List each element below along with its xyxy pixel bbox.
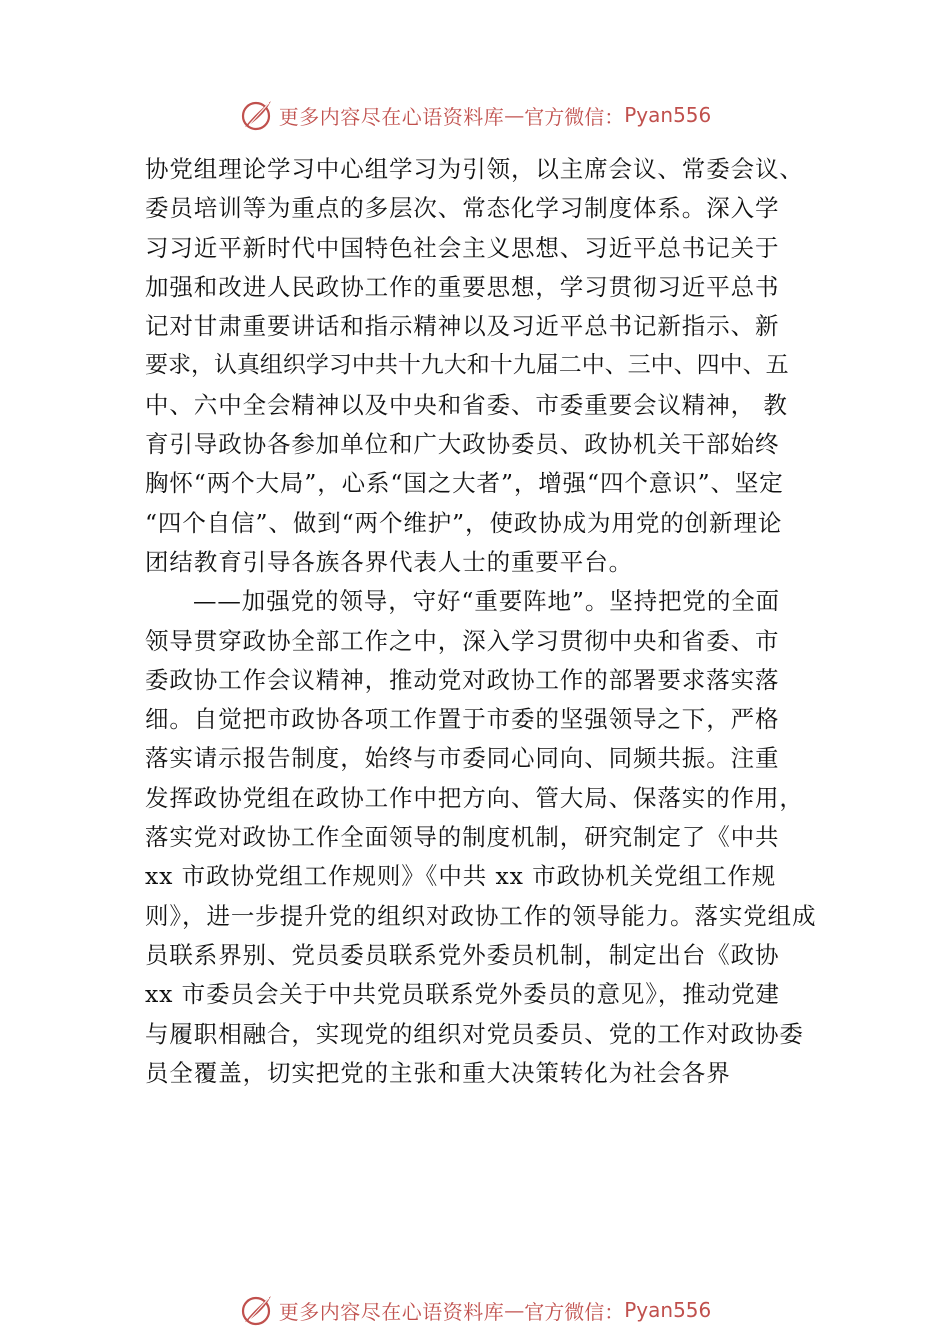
banner-text: 更多内容尽在心语资料库 (278, 1299, 505, 1324)
body-line: 落实党对政协工作全面领导的制度机制，研究制定了《中共 (145, 823, 780, 852)
body-line: 委员培训等为重点的多层次、常态化学习制度体系。深入学 (145, 194, 780, 223)
body-line: xx 市政协党组工作规则》《中共 xx 市政协机关党组工作规 (145, 862, 777, 891)
body-line: xx 市委员会关于中共党员联系党外委员的意见》，推动党建 (145, 980, 780, 1009)
banner-separator: — (504, 1298, 525, 1322)
body-line: 协党组理论学习中心组学习为引领，以主席会议、常委会议、 (145, 155, 804, 183)
feather-seal-icon (239, 1292, 275, 1328)
body-line: 要求，认真组织学习中共十九大和十九届二中、三中、四中、五 (145, 352, 789, 379)
body-line: 与履职相融合，实现党的组织对党员委员、党的工作对政协委 (145, 1019, 804, 1048)
body-line: 发挥政协党组在政协工作中把方向、管大局、保落实的作用， (145, 783, 804, 812)
banner-wechat-id: Pyan556 (624, 103, 712, 127)
body-line: 习习近平新时代中国特色社会主义思想、习近平总书记关于 (145, 233, 780, 262)
document-body (145, 150, 820, 1093)
body-line: 员联系界别、党员委员联系党外委员机制，制定出台《政协 (145, 940, 780, 969)
body-line: 细。自觉把市政协各项工作置于市委的坚强领导之下，严格 (145, 705, 780, 734)
body-line: 育引导政协各参加单位和广大政协委员、政协机关干部始终 (145, 430, 780, 459)
header-banner (0, 95, 950, 135)
body-line: 落实请示报告制度，始终与市委同心同向、同频共振。注重 (145, 744, 780, 773)
body-line: 领导贯穿政协全部工作之中，深入学习贯彻中央和省委、市 (145, 626, 780, 655)
body-line: 则》，进一步提升党的组织对政协工作的领导能力。落实党组成 (145, 901, 817, 930)
body-line: 胸怀“两个大局”，心系“国之大者”，增强“四个意识”、坚定 (145, 469, 784, 498)
banner-official-label: 官方微信： (524, 104, 625, 129)
body-line: “四个自信”、做到“两个维护”，使政协成为用党的创新理论 (145, 508, 783, 537)
body-line: 记对甘肃重要讲话和指示精神以及习近平总书记新指示、新 (145, 312, 780, 341)
banner-wechat-id: Pyan556 (624, 1298, 712, 1322)
banner-separator: — (504, 103, 525, 127)
banner-text: 更多内容尽在心语资料库 (278, 104, 505, 129)
body-line: 团结教育引导各族各界代表人士的重要平台。 (145, 547, 633, 576)
body-line: 中、六中全会精神以及中央和省委、市委重要会议精神， 教 (145, 390, 788, 419)
paragraph-start-line: ——加强党的领导，守好“重要阵地”。坚持把党的全面 (193, 587, 781, 616)
body-line: 加强和改进人民政协工作的重要思想，学习贯彻习近平总书 (145, 272, 780, 301)
footer-banner (0, 1290, 950, 1330)
banner-official-label: 官方微信： (524, 1299, 625, 1324)
body-line: 委政协工作会议精神，推动党对政协工作的部署要求落实落 (145, 665, 780, 694)
body-line: 员全覆盖，切实把党的主张和重大决策转化为社会各界 (145, 1058, 731, 1087)
feather-seal-icon (239, 97, 275, 133)
